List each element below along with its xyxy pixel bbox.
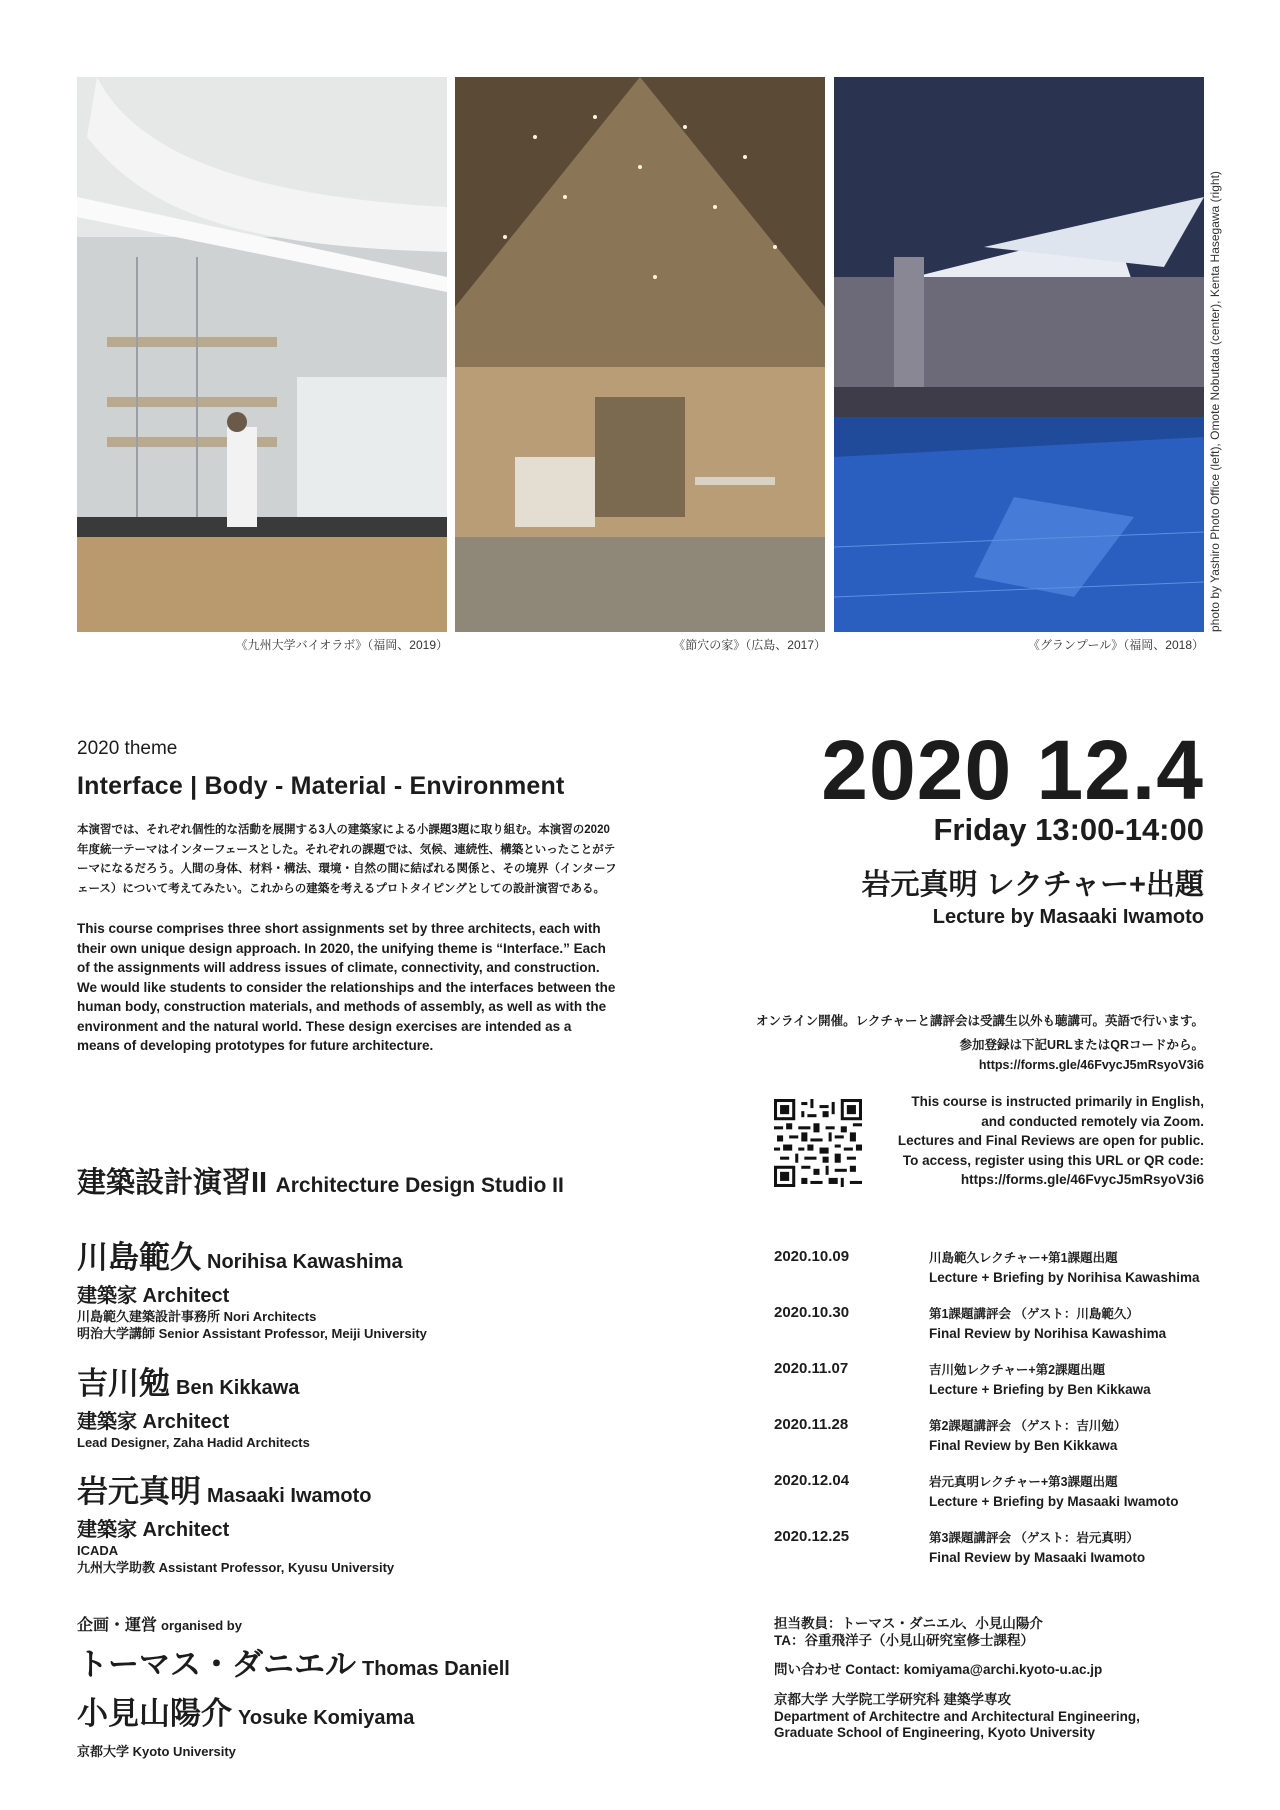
schedule-title-en: Final Review by Ben Kikkawa xyxy=(929,1438,1118,1453)
course-title-en: Architecture Design Studio II xyxy=(275,1174,564,1197)
theme-body-en: This course comprises three short assignments set by three architects, each with their own unique design approach. In 2020, the unifying theme is “Interface.” Each of the assignments will address issues of climate, connectivity, and construction. We would like students to consider the relationships and the interfaces between the human body, construction materials, and methods of assembly, as well as with the environment and the natural world. These design exercises are intended as a means of developing prototypes for future architecture. xyxy=(77,921,616,1053)
photo-caption-right: 《グランプール》（福岡、2018） xyxy=(1027,638,1204,652)
architect-affiliation: 川島範久建築設計事務所 Nori Architects xyxy=(77,1309,317,1324)
schedule-row xyxy=(774,1528,1234,1584)
schedule-title-en: Lecture + Briefing by Ben Kikkawa xyxy=(929,1382,1151,1397)
photo-grand-pool xyxy=(834,77,1204,632)
info-online-jp: オンライン開催。レクチャーと講評会は受講生以外も聴講可。英語で行います。 xyxy=(755,1014,1204,1028)
qr-code-icon[interactable] xyxy=(774,1099,862,1187)
schedule-date: 2020.11.07 xyxy=(774,1360,849,1377)
department-info xyxy=(774,1692,1140,1742)
architect-name-en: Norihisa Kawashima xyxy=(207,1251,403,1273)
organiser-name-en: Thomas Daniell xyxy=(362,1658,510,1680)
architect-role: 建築家 Architect xyxy=(77,1411,230,1433)
theme-label: 2020 theme xyxy=(77,738,178,759)
photo-strip xyxy=(77,77,1204,632)
architect-name-en: Ben Kikkawa xyxy=(176,1377,300,1399)
staff-teachers: 担当教員：トーマス・ダニエル、小見山陽介 xyxy=(774,1616,1043,1631)
info-register-jp xyxy=(960,1035,1204,1075)
schedule-title-en: Final Review by Norihisa Kawashima xyxy=(929,1326,1167,1341)
photo-fushiana-house xyxy=(455,77,825,632)
course-title xyxy=(77,1160,564,1201)
schedule-title-jp: 第3課題講評会 （ゲスト：岩元真明） xyxy=(929,1531,1139,1545)
info-register-text: 参加登録は下記URLまたはQRコードから。 xyxy=(959,1038,1204,1052)
photo-caption-left: 《九州大学バイオラボ》（福岡、2019） xyxy=(235,638,448,652)
info-en xyxy=(898,1092,1204,1190)
registration-link-jp[interactable]: https://forms.gle/46FvycJ5mRsyoV3i6 xyxy=(978,1058,1204,1072)
architect-role: 建築家 Architect xyxy=(77,1285,230,1307)
architect-name-jp: 吉川勉 xyxy=(77,1366,170,1401)
schedule-row xyxy=(774,1248,1234,1304)
event-lecture-jp: 岩元真明 レクチャー+出題 xyxy=(861,869,1204,901)
schedule-title-jp: 吉川勉レクチャー+第2課題出題 xyxy=(929,1363,1106,1377)
schedule-date: 2020.12.04 xyxy=(774,1472,850,1489)
architect-role: 建築家 Architect xyxy=(77,1519,230,1541)
organisers xyxy=(77,1612,510,1760)
architect-iwamoto xyxy=(77,1466,394,1576)
photo-kyushu-biolab xyxy=(77,77,447,632)
architect-affiliation: 九州大学助教 Assistant Professor, Kyusu University xyxy=(77,1560,395,1575)
schedule-row xyxy=(774,1304,1234,1360)
architect-affiliation: Lead Designer, Zaha Hadid Architects xyxy=(77,1435,310,1450)
contact-email[interactable]: 問い合わせ Contact: komiyama@archi.kyoto-u.ac.jp xyxy=(774,1662,1103,1677)
organiser-name-en: Yosuke Komiyama xyxy=(238,1707,415,1729)
theme-section xyxy=(77,738,617,1056)
schedule-title-jp: 第1課題講評会 （ゲスト：川島範久） xyxy=(929,1307,1139,1321)
info-en-line: This course is instructed primarily in English, xyxy=(911,1094,1204,1109)
schedule-row xyxy=(774,1416,1234,1472)
schedule-row xyxy=(774,1472,1234,1528)
architect-kikkawa xyxy=(77,1358,310,1451)
schedule-title-jp: 岩元真明レクチャー+第3課題出題 xyxy=(929,1475,1118,1489)
department-en-line1: Department of Architectre and Architectural Engineering, xyxy=(774,1708,1140,1724)
info-en-line: and conducted remotely via Zoom. xyxy=(981,1113,1204,1129)
organisers-label-en: organised by xyxy=(161,1618,242,1633)
architect-name-en: Masaaki Iwamoto xyxy=(207,1485,372,1507)
schedule-title-jp: 川島範久レクチャー+第1課題出題 xyxy=(929,1251,1118,1265)
schedule-row xyxy=(774,1360,1234,1416)
organiser-university: 京都大学 Kyoto University xyxy=(77,1744,236,1759)
schedule-title-en: Lecture + Briefing by Masaaki Iwamoto xyxy=(929,1494,1179,1509)
info-en-line: To access, register using this URL or QR code: xyxy=(902,1152,1204,1168)
photo-credit: photo by Yashiro Photo Office (left), Omote Nobutada (center), Kenta Hasegawa (right) xyxy=(1208,171,1222,632)
architect-kawashima xyxy=(77,1232,427,1342)
architect-name-jp: 川島範久 xyxy=(77,1240,201,1275)
schedule-date: 2020.11.28 xyxy=(774,1416,849,1433)
organiser-name-jp: 小見山陽介 xyxy=(77,1696,232,1731)
department-en-line2: Graduate School of Engineering, Kyoto University xyxy=(774,1725,1096,1740)
course-title-jp: 建築設計演習II xyxy=(77,1167,268,1199)
registration-link-en[interactable]: https://forms.gle/46FvycJ5mRsyoV3i6 xyxy=(960,1172,1204,1187)
schedule-title-jp: 第2課題講評会 （ゲスト：吉川勉） xyxy=(929,1419,1127,1433)
architect-affiliation: ICADA xyxy=(77,1543,119,1558)
organisers-label-jp: 企画・運営 xyxy=(77,1617,158,1634)
architect-affiliation: 明治大学講師 Senior Assistant Professor, Meiji University xyxy=(77,1326,427,1341)
theme-title: Interface | Body - Material - Environment xyxy=(77,772,565,800)
schedule-list xyxy=(774,1248,1234,1584)
schedule-date: 2020.10.30 xyxy=(774,1304,850,1321)
theme-body-jp: 本演習では、それぞれ個性的な活動を展開する3人の建築家による小課題3題に取り組む。本演習の2020年度統一テーマはインターフェースとした。それぞれの課題では、気候、連続性、構築といったことがテーマになるだろう。人間の身体、材料・構法、環境・自然の間に結ばれる関係と、その境界（インターフェース）について考えてみたい。これからの建築を考えるプロトタイピングとしての設計演習である。 xyxy=(77,824,617,895)
schedule-date: 2020.10.09 xyxy=(774,1248,850,1265)
info-en-line: Lectures and Final Reviews are open for public. xyxy=(897,1133,1204,1148)
schedule-title-en: Lecture + Briefing by Norihisa Kawashima xyxy=(929,1270,1200,1285)
schedule-date: 2020.12.25 xyxy=(774,1528,850,1545)
department-jp: 京都大学 大学院工学研究科 建築学専攻 xyxy=(774,1692,1012,1707)
event-time: Friday 13:00-14:00 xyxy=(933,812,1204,847)
staff-info xyxy=(774,1616,1043,1649)
schedule-title-en: Final Review by Masaaki Iwamoto xyxy=(929,1550,1146,1565)
architect-name-jp: 岩元真明 xyxy=(77,1474,201,1509)
staff-ta: TA：谷重飛洋子（小見山研究室修士課程） xyxy=(774,1632,1034,1648)
event-lecture-en: Lecture by Masaaki Iwamoto xyxy=(932,906,1204,928)
organiser-name-jp: トーマス・ダニエル xyxy=(77,1647,356,1682)
photo-caption-center: 《節穴の家》（広島、2017） xyxy=(673,638,826,652)
event-date: 2020 12.4 xyxy=(821,723,1204,817)
